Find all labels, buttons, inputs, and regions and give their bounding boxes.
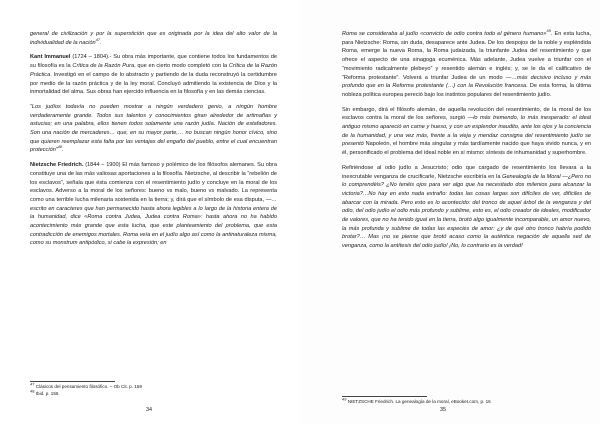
- author-name-nietzsche: Nietzsche Friedrich.: [30, 162, 84, 169]
- left-text-column: [30, 30, 277, 254]
- quote-kant: “Los judíos todavía no pueden mostrar a ningún verdadero genio, a ningún hombre verdaderamente grande. Todos sus talentos y conocimientos giran alrededor de artimañas y astucias; en una palabra, ellos tienen todos solamente una razón judía. Nación de estafadores. Son una nación de mercaderes… que, en su mayor parte,… no buscan ningún honor cívico, sino que quieren reemplazar esta falta por las ventajas del engaño del pueblo, entre el cual encuentran protección”$^{48}$.: [30, 103, 277, 154]
- author-name-kant: Kant Immanuel: [30, 54, 71, 61]
- right-text-column: [342, 30, 591, 257]
- footnote-divider: [30, 381, 115, 382]
- footnote-ref: 48: [57, 144, 63, 150]
- paragraph-nietzsche: Nietzsche Friedrich. (1844 – 1900) El más famoso y polémico de los filósofos alemanes. Su obra constituye una de las más valiosas aportaciones a la filosofía. Nietzsche, al describir la “rebelión de los esclavos”, señala que ésta comienza con el resentimiento judío y concluye en la moral de los esclavos. Adverso a la moral de los señores: bueno vs malo, bueno vs malvado. La representa como una terrible lucha milenaria sostenida en la tierra; y, dirá que el símbolo de esa disputa, —…escrito en caracteres que han permanecido hasta ahora legibles a lo largo de la historia entera de la humanidad, dice «Roma contra Judea, Judea contra Roma»: hasta ahora no ha habido acontecimiento más grande que esta lucha, que este planteamiento del problema, que esta contradicción de enemigos mortales. Roma veía en el judío algo así como la antinaturaleza misma, como su monstrum antipódico, si cabe la expresión; en: [30, 162, 277, 247]
- footnote: $^{47}$ Clásicos del pensamiento filosófico. – Ob Cit. p. 159: [30, 381, 142, 389]
- page-number: 34: [146, 407, 152, 413]
- footnote: $^{48}$ Ibid. p. 156: [30, 388, 59, 396]
- footnote: $^{49}$ NIETZSCHE Friedrich. La genealogía de la moral, eBooket.com, p. 16: [342, 396, 491, 404]
- work-title: Crítica de la Razón Pura: [72, 63, 135, 70]
- work-title: Crítica de la Razón Práctica: [30, 63, 277, 78]
- right-page: [300, 0, 600, 424]
- quote-nietzsche: —…escrito en caracteres que han permanecido hasta ahora legibles a lo largo de la historia entera de la humanidad, dice «Roma contra Judea, Judea contra Roma»: hasta ahora no ha habido acontecimiento más grande que esta lucha, que este planteamiento del problema, que esta contradicción de enemigos mortales. Roma veía en el judío algo así como la antinaturaleza misma, como su monstrum antipódico, si cabe la expresión; en: [30, 196, 277, 247]
- footnote-divider: [342, 396, 427, 397]
- footnote-ref: 49: [546, 28, 551, 34]
- paragraph-napoleon: Sin embargo, dirá el filósofo alemán, de aquella revolución del resentimiento, de la moral de los esclavos contra la moral de los señores, surgió —lo más tremendo, lo más inesperado: el ideal antiguo mismo apareció en carne y hueso, y con un esplendor inaudito, ante los ojos y la conciencia de la humanidad, y una vez más, frente a la vieja y mendaz consigna del resentimiento judío se presentó Napoleón, el hombre más singular y más tardíamente nacido que haya vivido nunca, y en él, personificado el problema del ideal noble en sí mismo: síntesis de inhumanidad y superhombre.: [342, 106, 592, 157]
- page-number: 35: [440, 407, 446, 413]
- footnote-ref: 47: [95, 36, 101, 42]
- paragraph-genealogia: Refiriéndose al odio judío a Jesucristo; odio que cargado de resentimiento los llevara a la inexcrutable venganza de crucificarle, Nietzsche escribiría en la Genealogía de la Moral —¿Pero no lo comprendéis? ¿No tenéis ojos para ver algo que ha necesitado dos milenios para alcanzar la victoria?…No hay en esto nada extraño: todas las cosas largas son difíciles de ver, difíciles de abarcar con la mirada. Pero esto es lo acontecido: del tronco de aquel árbol de la venganza y del odio, del odio judío el odio más profundo y sublime, esto es, el odio creador de ideales, modificador de valores, que no ha tenido igual en la tierra, brotó algo igualmente incomparable, un amor nuevo, la más profunda y sublime de todas las especies de amor: ¿y de qué otro tronco habría podido brotar?… Mas ¡no se piense que brotó acaso como la auténtica negación de aquella sed de venganza, como la antítesis del odio judío! ¡No, lo contrario es la verdad!: [342, 164, 591, 250]
- paragraph-civilizacion: general de civilización y por la superstición que es originada por la idea del alto valor de la individualidad de la nación$^{47}$.: [30, 31, 277, 46]
- work-title: Genealogía de la Moral: [502, 173, 561, 180]
- paragraph-roma-judea: Roma se consideraba al judío «convicto de odio contra todo el género humano»$^{49}$. En esta lucha, para Nietzsche: Roma, sin duda, desaparece ante Judea. De los despojos de la noble y espléndida Roma, emerge la nueva Roma, la Roma judaizada, la triunfante Judea del resentimiento y que ofrece el aspecto de una sinagoga ecuménica. Más adelante, Judea vuelve a triunfar con el “movimiento radicalmente plebeyo” y resentido alemán e inglés; y, se le da el calificativo de “Reforma protestante”. Volverá a triunfar Judea de un modo —…más decisivo incluso y más profundo que en la Reforma protestante (…) con la Revolución francesa. De esta forma, la última nobleza política europea pereció bajo los instintos populares del resentimiento judío.: [342, 28, 591, 98]
- paragraph-kant: Kant Immanuel (1724 – 1804).- Su obra más importante, que contiene todos los fundamentos de su filosofía es la Crítica de la Razón Pura, que en cierto modo completó con la Crítica de la Razón Práctica. Investigó en el campo de lo abstracto y partiendo de la duda reconstruyó la certidumbre por medio de la razón práctica y de la ley moral. Concluyó admitiendo la existencia de Dios y la inmortalidad del alma. Sus obras han ejercido influencia en la filosofía y en las demás ciencias.: [30, 54, 277, 96]
